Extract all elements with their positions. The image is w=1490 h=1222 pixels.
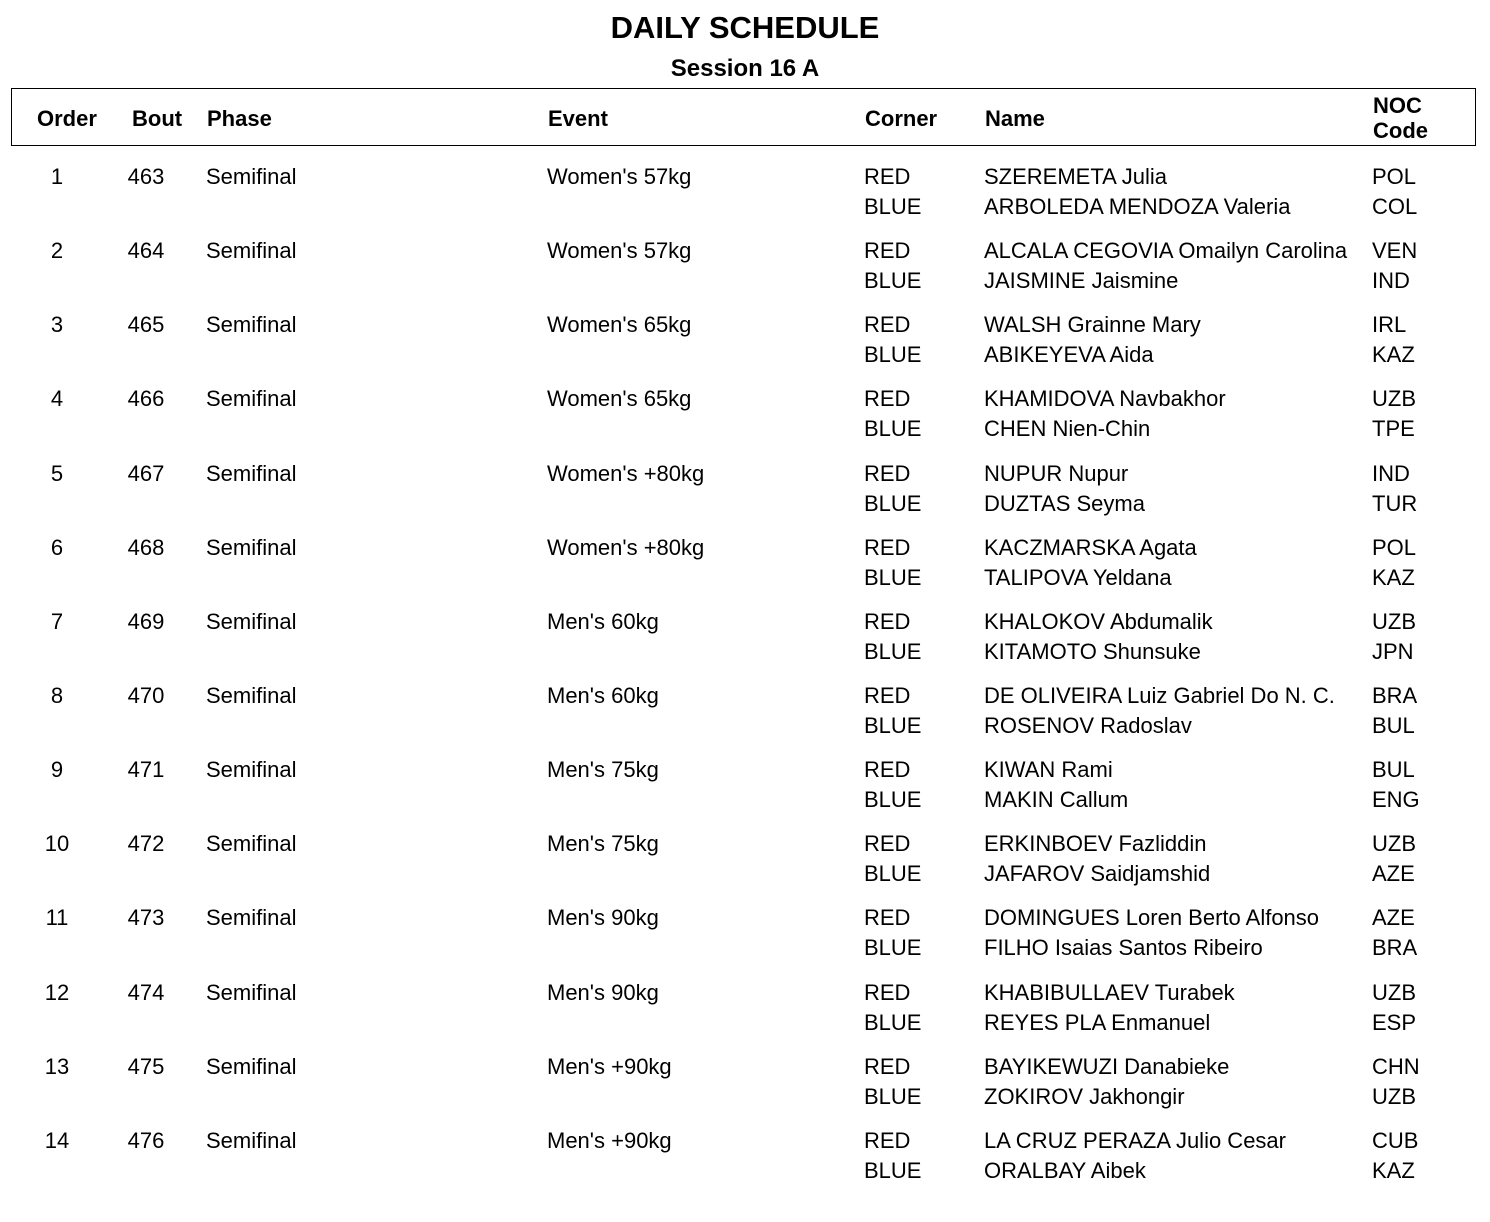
event-cell: Women's 65kg bbox=[547, 312, 692, 338]
red-noc-code: UZB bbox=[1372, 831, 1416, 857]
bout-cell: 470 bbox=[127, 682, 165, 708]
blue-noc-code: TUR bbox=[1372, 490, 1418, 516]
column-header-event: Event bbox=[548, 106, 608, 131]
phase-cell: Semifinal bbox=[206, 238, 297, 264]
blue-noc-code: ESP bbox=[1372, 1009, 1417, 1035]
red-corner-cell: RED bbox=[864, 1127, 911, 1153]
order-cell: 12 bbox=[44, 979, 70, 1005]
red-boxer-name: ALCALA CEGOVIA Omailyn Carolina bbox=[984, 238, 1348, 264]
event-cell: Men's 60kg bbox=[547, 608, 659, 634]
blue-corner-cell: BLUE bbox=[864, 712, 922, 738]
table-row bbox=[0, 978, 1490, 1052]
event-cell: Women's 57kg bbox=[547, 164, 692, 189]
blue-noc-code: IND bbox=[1372, 268, 1410, 294]
phase-cell: Semifinal bbox=[206, 757, 297, 783]
event-cell: Women's 57kg bbox=[547, 238, 692, 264]
page-title: DAILY SCHEDULE bbox=[610, 10, 880, 45]
event-cell: Men's 60kg bbox=[547, 682, 659, 708]
blue-corner-cell: BLUE bbox=[864, 861, 922, 887]
red-corner-cell: RED bbox=[864, 608, 911, 634]
red-noc-code: VEN bbox=[1372, 238, 1418, 264]
blue-boxer-name: ORALBAY Aibek bbox=[984, 1157, 1146, 1183]
phase-cell: Semifinal bbox=[206, 682, 297, 708]
blue-boxer-name: ABIKEYEVA Aida bbox=[984, 342, 1154, 368]
blue-boxer-name: JAISMINE Jaismine bbox=[984, 268, 1179, 294]
red-corner-cell: RED bbox=[864, 164, 911, 189]
order-cell: 14 bbox=[44, 1127, 70, 1153]
blue-boxer-name: FILHO Isaias Santos Ribeiro bbox=[984, 935, 1263, 961]
red-corner-cell: RED bbox=[864, 386, 911, 412]
phase-cell: Semifinal bbox=[206, 164, 297, 189]
table-row bbox=[0, 755, 1490, 829]
column-header-bout: Bout bbox=[132, 106, 183, 131]
phase-cell: Semifinal bbox=[206, 534, 297, 560]
event-cell: Men's +90kg bbox=[547, 1053, 672, 1079]
order-cell: 1 bbox=[50, 164, 64, 189]
blue-noc-code: KAZ bbox=[1372, 1157, 1415, 1183]
red-noc-code: CHN bbox=[1372, 1053, 1420, 1079]
red-noc-code: AZE bbox=[1372, 905, 1415, 931]
event-cell: Women's +80kg bbox=[547, 534, 705, 560]
blue-noc-code: KAZ bbox=[1372, 342, 1415, 368]
order-cell: 11 bbox=[45, 905, 69, 931]
order-cell: 3 bbox=[50, 312, 64, 338]
red-corner-cell: RED bbox=[864, 534, 911, 560]
event-cell: Women's 65kg bbox=[547, 386, 692, 412]
red-boxer-name: BAYIKEWUZI Danabieke bbox=[984, 1053, 1230, 1079]
phase-cell: Semifinal bbox=[206, 905, 297, 931]
blue-boxer-name: MAKIN Callum bbox=[984, 787, 1129, 813]
red-boxer-name: KHAMIDOVA Navbakhor bbox=[984, 386, 1226, 412]
blue-corner-cell: BLUE bbox=[864, 564, 922, 590]
blue-corner-cell: BLUE bbox=[864, 342, 922, 368]
red-corner-cell: RED bbox=[864, 757, 911, 783]
blue-boxer-name: CHEN Nien-Chin bbox=[984, 416, 1151, 442]
phase-cell: Semifinal bbox=[206, 1127, 297, 1153]
table-row bbox=[0, 459, 1490, 533]
red-noc-code: BUL bbox=[1372, 757, 1415, 783]
red-noc-code: UZB bbox=[1372, 608, 1416, 634]
blue-noc-code: BRA bbox=[1372, 935, 1418, 961]
red-boxer-name: DE OLIVEIRA Luiz Gabriel Do N. C. bbox=[984, 682, 1335, 708]
column-header-noc-code bbox=[1373, 93, 1428, 143]
red-boxer-name: KACZMARSKA Agata bbox=[984, 534, 1197, 560]
event-cell: Men's +90kg bbox=[547, 1127, 672, 1153]
event-cell: Men's 75kg bbox=[547, 831, 659, 857]
table-row bbox=[0, 1052, 1490, 1126]
bout-cell: 468 bbox=[127, 534, 165, 560]
bout-cell: 465 bbox=[127, 312, 165, 338]
order-cell: 6 bbox=[50, 534, 64, 560]
blue-noc-code: ENG bbox=[1372, 787, 1420, 813]
red-corner-cell: RED bbox=[864, 460, 911, 486]
blue-corner-cell: BLUE bbox=[864, 490, 922, 516]
red-boxer-name: NUPUR Nupur bbox=[984, 460, 1129, 486]
bout-cell: 473 bbox=[127, 905, 165, 931]
phase-cell: Semifinal bbox=[206, 1053, 297, 1079]
bout-cell: 471 bbox=[127, 757, 165, 783]
red-corner-cell: RED bbox=[864, 905, 911, 931]
bout-cell: 475 bbox=[127, 1053, 165, 1079]
bout-cell: 476 bbox=[127, 1127, 165, 1153]
bout-cell: 464 bbox=[127, 238, 165, 264]
blue-noc-code: AZE bbox=[1372, 861, 1415, 887]
blue-corner-cell: BLUE bbox=[864, 1157, 922, 1183]
blue-boxer-name: ZOKIROV Jakhongir bbox=[984, 1083, 1185, 1109]
bout-cell: 466 bbox=[127, 386, 165, 412]
column-header-name: Name bbox=[985, 106, 1045, 131]
red-boxer-name: SZEREMETA Julia bbox=[984, 164, 1167, 189]
order-cell: 10 bbox=[44, 831, 70, 857]
column-header-order: Order bbox=[37, 106, 97, 131]
column-header-corner: Corner bbox=[865, 106, 938, 131]
table-row bbox=[0, 236, 1490, 310]
blue-corner-cell: BLUE bbox=[864, 194, 922, 219]
blue-boxer-name: JAFAROV Saidjamshid bbox=[984, 861, 1211, 887]
order-cell: 8 bbox=[50, 682, 64, 708]
blue-boxer-name: ROSENOV Radoslav bbox=[984, 712, 1192, 738]
column-header-noc-line2: Code bbox=[1373, 118, 1428, 143]
phase-cell: Semifinal bbox=[206, 312, 297, 338]
column-header-phase: Phase bbox=[207, 106, 272, 131]
order-cell: 9 bbox=[50, 757, 64, 783]
order-cell: 4 bbox=[50, 386, 64, 412]
table-row bbox=[0, 903, 1490, 977]
red-noc-code: IRL bbox=[1372, 312, 1407, 338]
red-corner-cell: RED bbox=[864, 1053, 911, 1079]
event-cell: Men's 90kg bbox=[547, 979, 659, 1005]
bout-cell: 467 bbox=[127, 460, 165, 486]
red-noc-code: IND bbox=[1372, 460, 1410, 486]
table-row bbox=[0, 1126, 1490, 1200]
blue-noc-code: TPE bbox=[1372, 416, 1415, 442]
red-noc-code: CUB bbox=[1372, 1127, 1419, 1153]
schedule-table-body bbox=[0, 162, 1490, 1200]
event-cell: Women's +80kg bbox=[547, 460, 705, 486]
table-row bbox=[0, 681, 1490, 755]
blue-corner-cell: BLUE bbox=[864, 268, 922, 294]
blue-noc-code: UZB bbox=[1372, 1083, 1416, 1109]
bout-cell: 469 bbox=[127, 608, 165, 634]
event-cell: Men's 75kg bbox=[547, 757, 659, 783]
table-row bbox=[0, 607, 1490, 681]
red-corner-cell: RED bbox=[864, 831, 911, 857]
red-corner-cell: RED bbox=[864, 238, 911, 264]
blue-boxer-name: ARBOLEDA MENDOZA Valeria bbox=[984, 194, 1291, 219]
column-header-noc-line1: NOC bbox=[1373, 93, 1422, 118]
red-noc-code: POL bbox=[1372, 534, 1417, 560]
table-row bbox=[0, 533, 1490, 607]
red-boxer-name: ERKINBOEV Fazliddin bbox=[984, 831, 1207, 857]
red-boxer-name: LA CRUZ PERAZA Julio Cesar bbox=[984, 1127, 1286, 1153]
blue-boxer-name: KITAMOTO Shunsuke bbox=[984, 638, 1201, 664]
bout-cell: 472 bbox=[127, 831, 165, 857]
red-noc-code: UZB bbox=[1372, 386, 1416, 412]
table-row bbox=[0, 829, 1490, 903]
order-cell: 7 bbox=[50, 608, 64, 634]
blue-boxer-name: TALIPOVA Yeldana bbox=[984, 564, 1172, 590]
red-corner-cell: RED bbox=[864, 979, 911, 1005]
red-corner-cell: RED bbox=[864, 682, 911, 708]
phase-cell: Semifinal bbox=[206, 831, 297, 857]
phase-cell: Semifinal bbox=[206, 608, 297, 634]
order-cell: 5 bbox=[50, 460, 64, 486]
bout-cell: 474 bbox=[127, 979, 165, 1005]
table-row bbox=[0, 162, 1490, 236]
blue-corner-cell: BLUE bbox=[864, 935, 922, 961]
red-boxer-name: KHABIBULLAEV Turabek bbox=[984, 979, 1235, 1005]
blue-boxer-name: REYES PLA Enmanuel bbox=[984, 1009, 1211, 1035]
table-row bbox=[0, 384, 1490, 458]
red-noc-code: BRA bbox=[1372, 682, 1418, 708]
phase-cell: Semifinal bbox=[206, 979, 297, 1005]
phase-cell: Semifinal bbox=[206, 460, 297, 486]
table-header bbox=[11, 88, 1476, 146]
phase-cell: Semifinal bbox=[206, 386, 297, 412]
table-row bbox=[0, 310, 1490, 384]
blue-corner-cell: BLUE bbox=[864, 1009, 922, 1035]
red-noc-code: POL bbox=[1372, 164, 1417, 189]
blue-corner-cell: BLUE bbox=[864, 787, 922, 813]
red-boxer-name: WALSH Grainne Mary bbox=[984, 312, 1201, 338]
blue-noc-code: BUL bbox=[1372, 712, 1415, 738]
blue-noc-code: KAZ bbox=[1372, 564, 1415, 590]
blue-boxer-name: DUZTAS Seyma bbox=[984, 490, 1145, 516]
blue-corner-cell: BLUE bbox=[864, 638, 922, 664]
blue-noc-code: JPN bbox=[1372, 638, 1414, 664]
order-cell: 2 bbox=[50, 238, 64, 264]
event-cell: Men's 90kg bbox=[547, 905, 659, 931]
red-boxer-name: KHALOKOV Abdumalik bbox=[984, 608, 1213, 634]
session-subtitle: Session 16 A bbox=[670, 55, 820, 82]
red-corner-cell: RED bbox=[864, 312, 911, 338]
blue-corner-cell: BLUE bbox=[864, 1083, 922, 1109]
blue-noc-code: COL bbox=[1372, 194, 1418, 219]
blue-corner-cell: BLUE bbox=[864, 416, 922, 442]
red-boxer-name: DOMINGUES Loren Berto Alfonso bbox=[984, 905, 1320, 931]
bout-cell: 463 bbox=[127, 164, 165, 189]
red-noc-code: UZB bbox=[1372, 979, 1416, 1005]
order-cell: 13 bbox=[44, 1053, 70, 1079]
red-boxer-name: KIWAN Rami bbox=[984, 757, 1113, 783]
